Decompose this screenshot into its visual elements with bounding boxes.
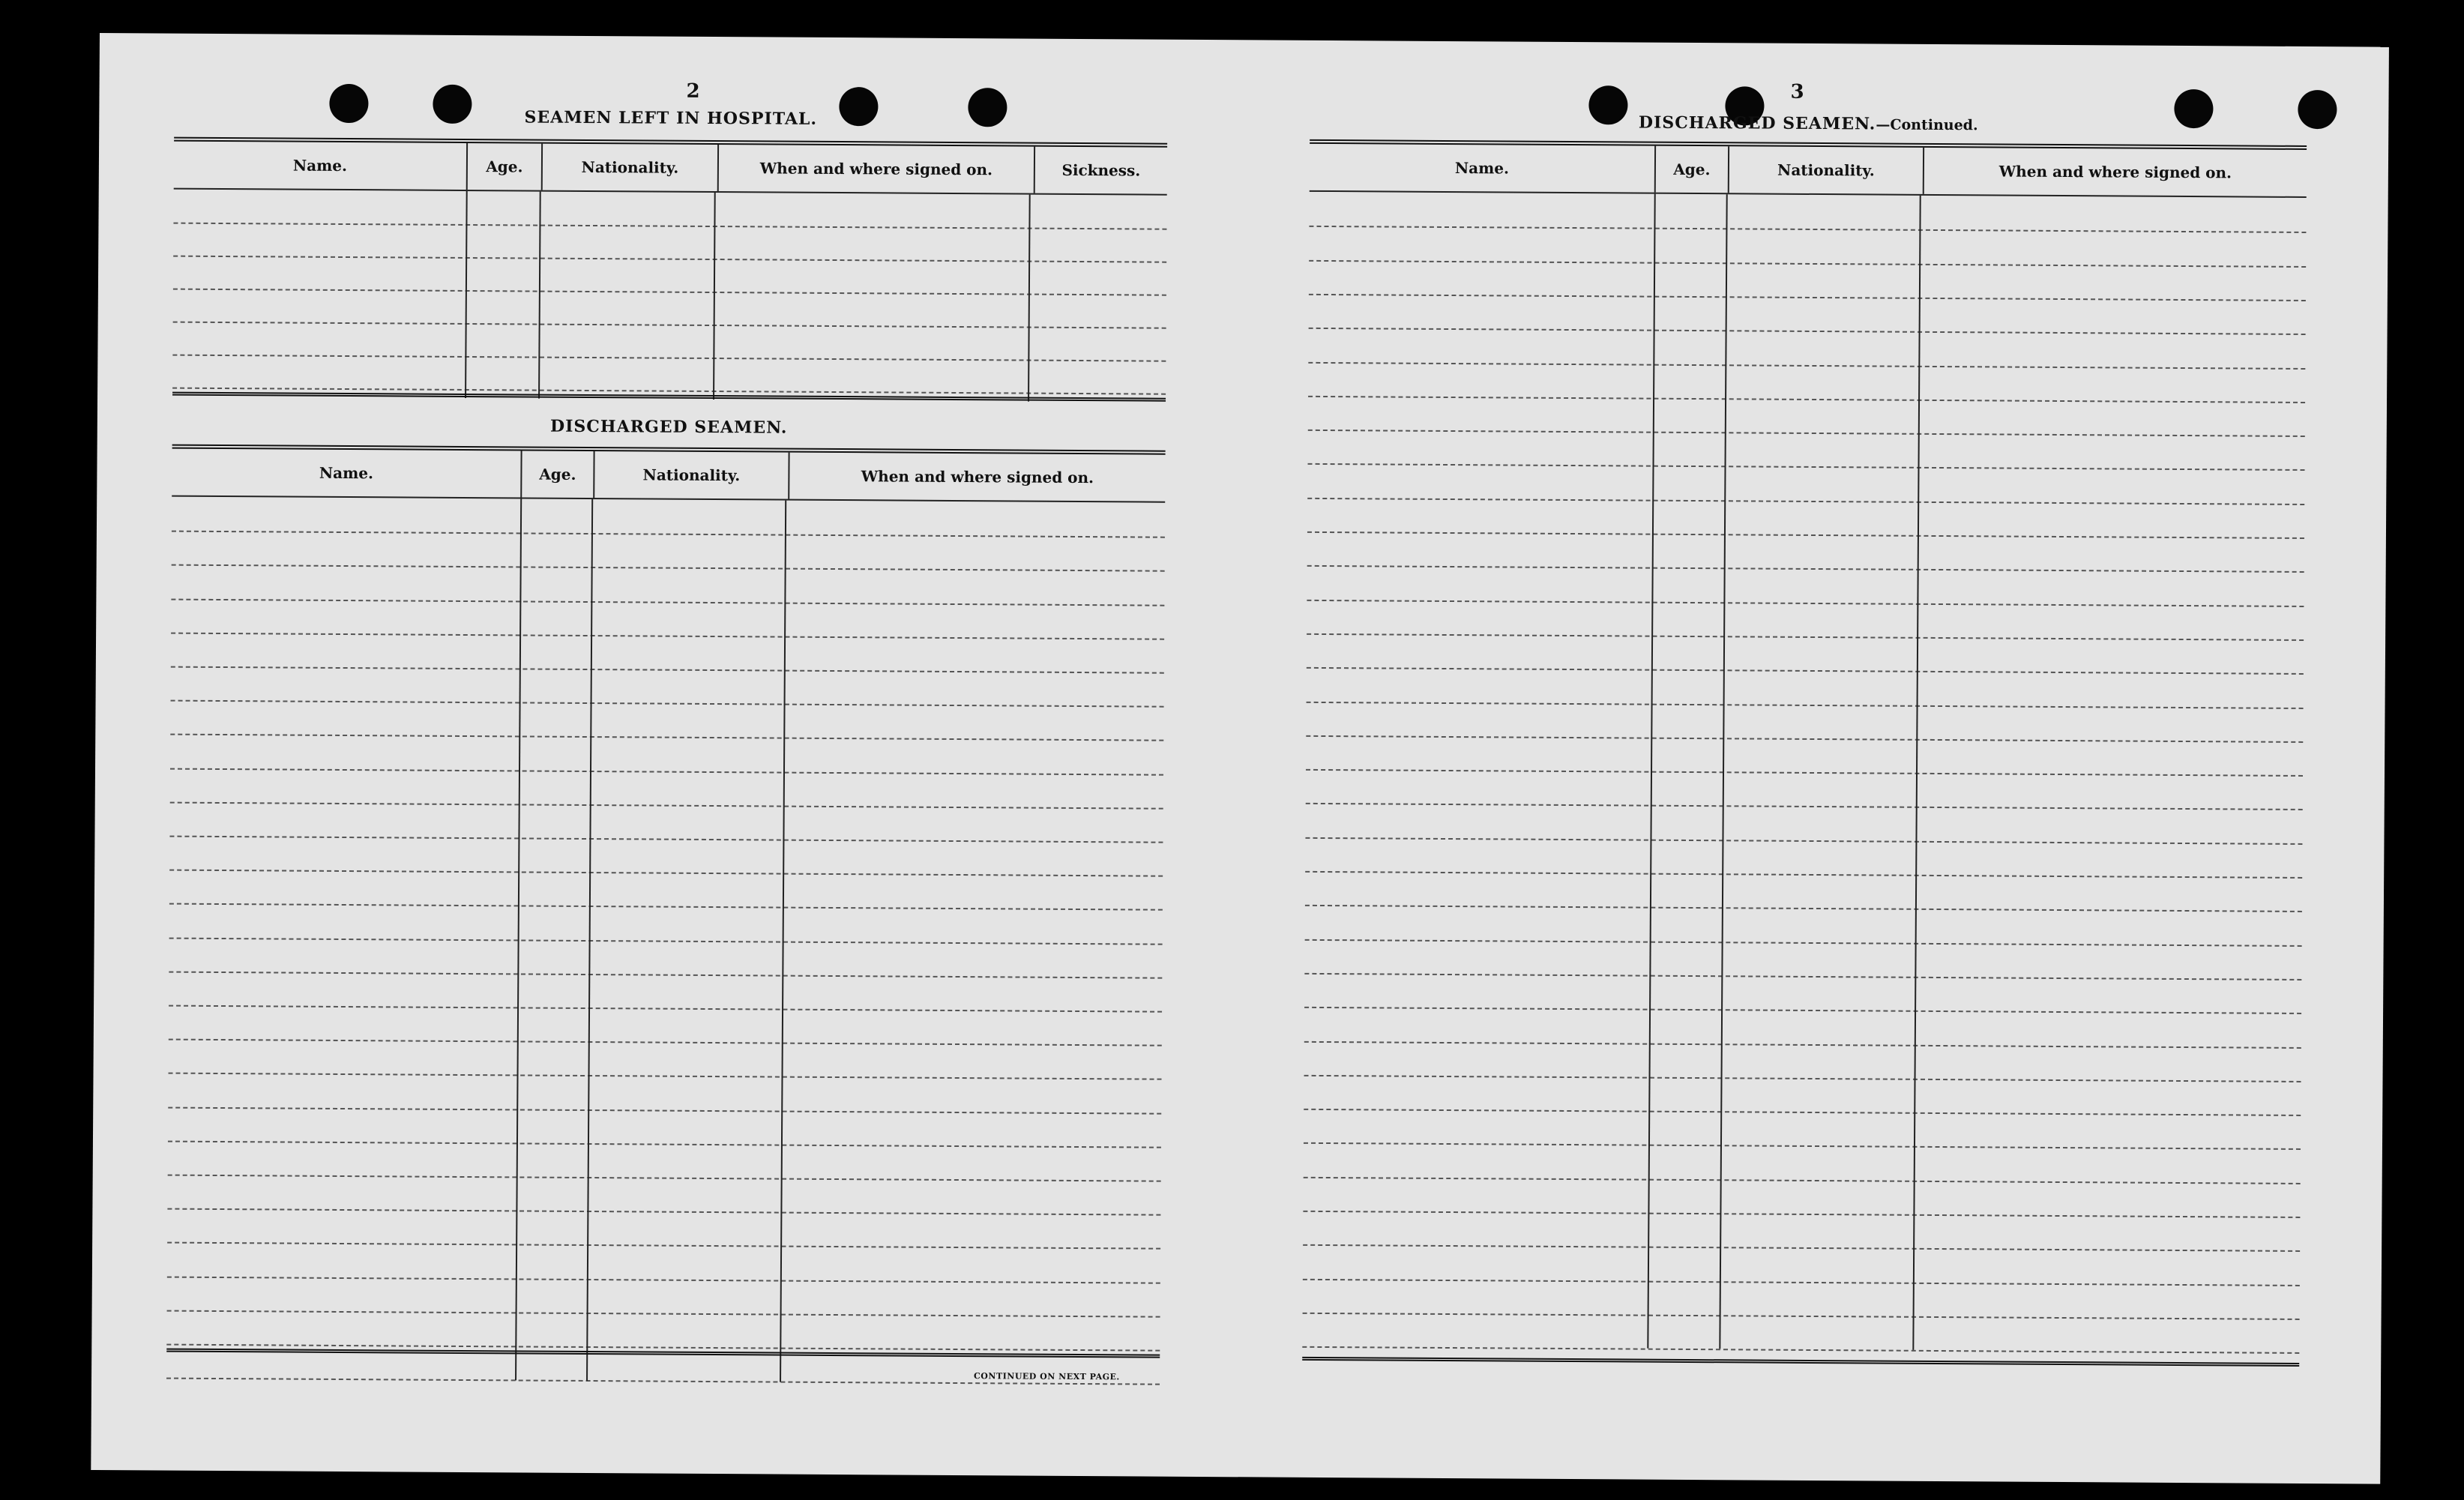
blank-form-row [1303,1211,2300,1218]
discharged-continued-title [1310,111,2307,136]
blank-form-row [171,598,1164,606]
blank-form-row [1309,259,2306,267]
blank-form-row [171,700,1164,708]
blank-form-row [169,903,1163,911]
page-number: 3 [1790,80,1804,103]
document-paper [91,33,2389,1484]
blank-form-row [171,666,1164,674]
column-header-name: Name. [1310,144,1656,193]
blank-form-row [169,937,1163,945]
discharged-table [166,445,1166,1385]
blank-form-row [1307,667,2304,675]
table-header [174,142,1167,196]
blank-form-row [171,632,1164,639]
blank-form-row [169,1005,1162,1013]
blank-form-row [1303,1244,2300,1252]
continued-footer: CONTINUED ON NEXT PAGE. [974,1371,1120,1382]
blank-form-row [173,223,1166,230]
blank-form-row [168,1175,1161,1182]
blank-form-row [1307,599,2304,606]
blank-form-row [1307,531,2304,539]
blank-form-row [169,836,1163,843]
column-separator [1028,195,1031,402]
hospital-section-title: SEAMEN LEFT IN HOSPITAL. [524,107,818,129]
hospital-table [172,137,1167,403]
blank-form-row [1307,633,2304,641]
blank-form-row [1304,1177,2301,1184]
column-separator [713,193,716,400]
blank-form-row [169,1073,1162,1080]
blank-form-row [1303,1278,2300,1286]
blank-form-row [1307,701,2304,708]
left-page [166,34,1168,1477]
blank-form-row [167,1310,1160,1317]
column-separator [538,192,541,399]
blank-form-row [1308,430,2305,437]
table-header [1310,144,2307,198]
blank-form-row [173,289,1166,296]
blank-form-row [173,256,1166,263]
discharged-title-text: DISCHARGED SEAMEN. [1638,112,1876,134]
column-header-nationality: Nationality. [594,451,789,499]
column-header-signed-on: When and where signed on. [719,145,1035,193]
blank-form-row [1304,1075,2301,1082]
table-header [172,449,1165,503]
blank-form-row [1303,1313,2300,1320]
blank-form-row [1304,1040,2301,1048]
blank-form-row [1309,328,2306,335]
blank-form-row [1306,803,2303,810]
blank-form-row [170,768,1163,775]
table-body [1302,192,2306,1352]
blank-form-row [169,1039,1162,1046]
table-body [172,190,1167,403]
column-header-signed-on: When and where signed on. [861,467,1094,487]
blank-form-row [1305,905,2302,912]
blank-form-row [169,870,1163,877]
column-header-name: Name. [174,142,468,190]
blank-form-row [1305,837,2302,845]
blank-form-row [1304,973,2301,981]
column-header-signed-on: When and where signed on. [1998,162,2232,182]
blank-form-row [172,355,1166,362]
right-page [1301,40,2307,1484]
blank-form-row [1304,1142,2301,1150]
column-header-age: Age. [1656,146,1729,193]
blank-form-row [169,971,1162,978]
table-body [166,497,1165,1385]
blank-form-row [1309,226,2306,233]
continued-suffix: —Continued. [1876,116,1978,134]
blank-form-row [167,1242,1160,1250]
blank-form-row [173,322,1166,329]
blank-form-row [172,531,1165,538]
column-header-nationality: Nationality. [543,144,719,191]
blank-form-row [1305,939,2302,946]
blank-form-row [1304,1007,2301,1014]
blank-form-row [1308,361,2305,369]
blank-form-row [172,564,1165,572]
column-header-sickness: Sickness. [1061,160,1141,180]
page-number: 2 [686,79,700,103]
blank-form-row [170,734,1163,741]
blank-form-row [1302,1346,2299,1354]
blank-form-row [1308,396,2305,403]
column-header-age: Age. [468,143,543,190]
column-header-nationality: Nationality. [1729,146,1924,194]
blank-form-row [170,801,1163,809]
blank-form-row [1309,294,2306,301]
blank-form-row [1308,463,2305,471]
discharged-continued-table [1302,139,2307,1352]
column-header-age: Age. [522,451,594,498]
blank-form-row [1307,565,2304,573]
blank-form-row [168,1106,1161,1114]
blank-form-row [1306,735,2303,743]
column-header-name: Name. [172,449,522,498]
blank-form-row [1306,769,2303,777]
table-bottom-rule [1302,1357,2299,1367]
discharged-section-title: DISCHARGED SEAMEN. [550,416,788,438]
blank-form-row [168,1140,1161,1148]
column-separator [465,191,468,398]
blank-form-row [1307,498,2304,505]
blank-form-row [167,1208,1160,1216]
blank-form-row [1305,871,2302,879]
blank-form-row [167,1276,1160,1283]
blank-form-row [1304,1109,2301,1116]
